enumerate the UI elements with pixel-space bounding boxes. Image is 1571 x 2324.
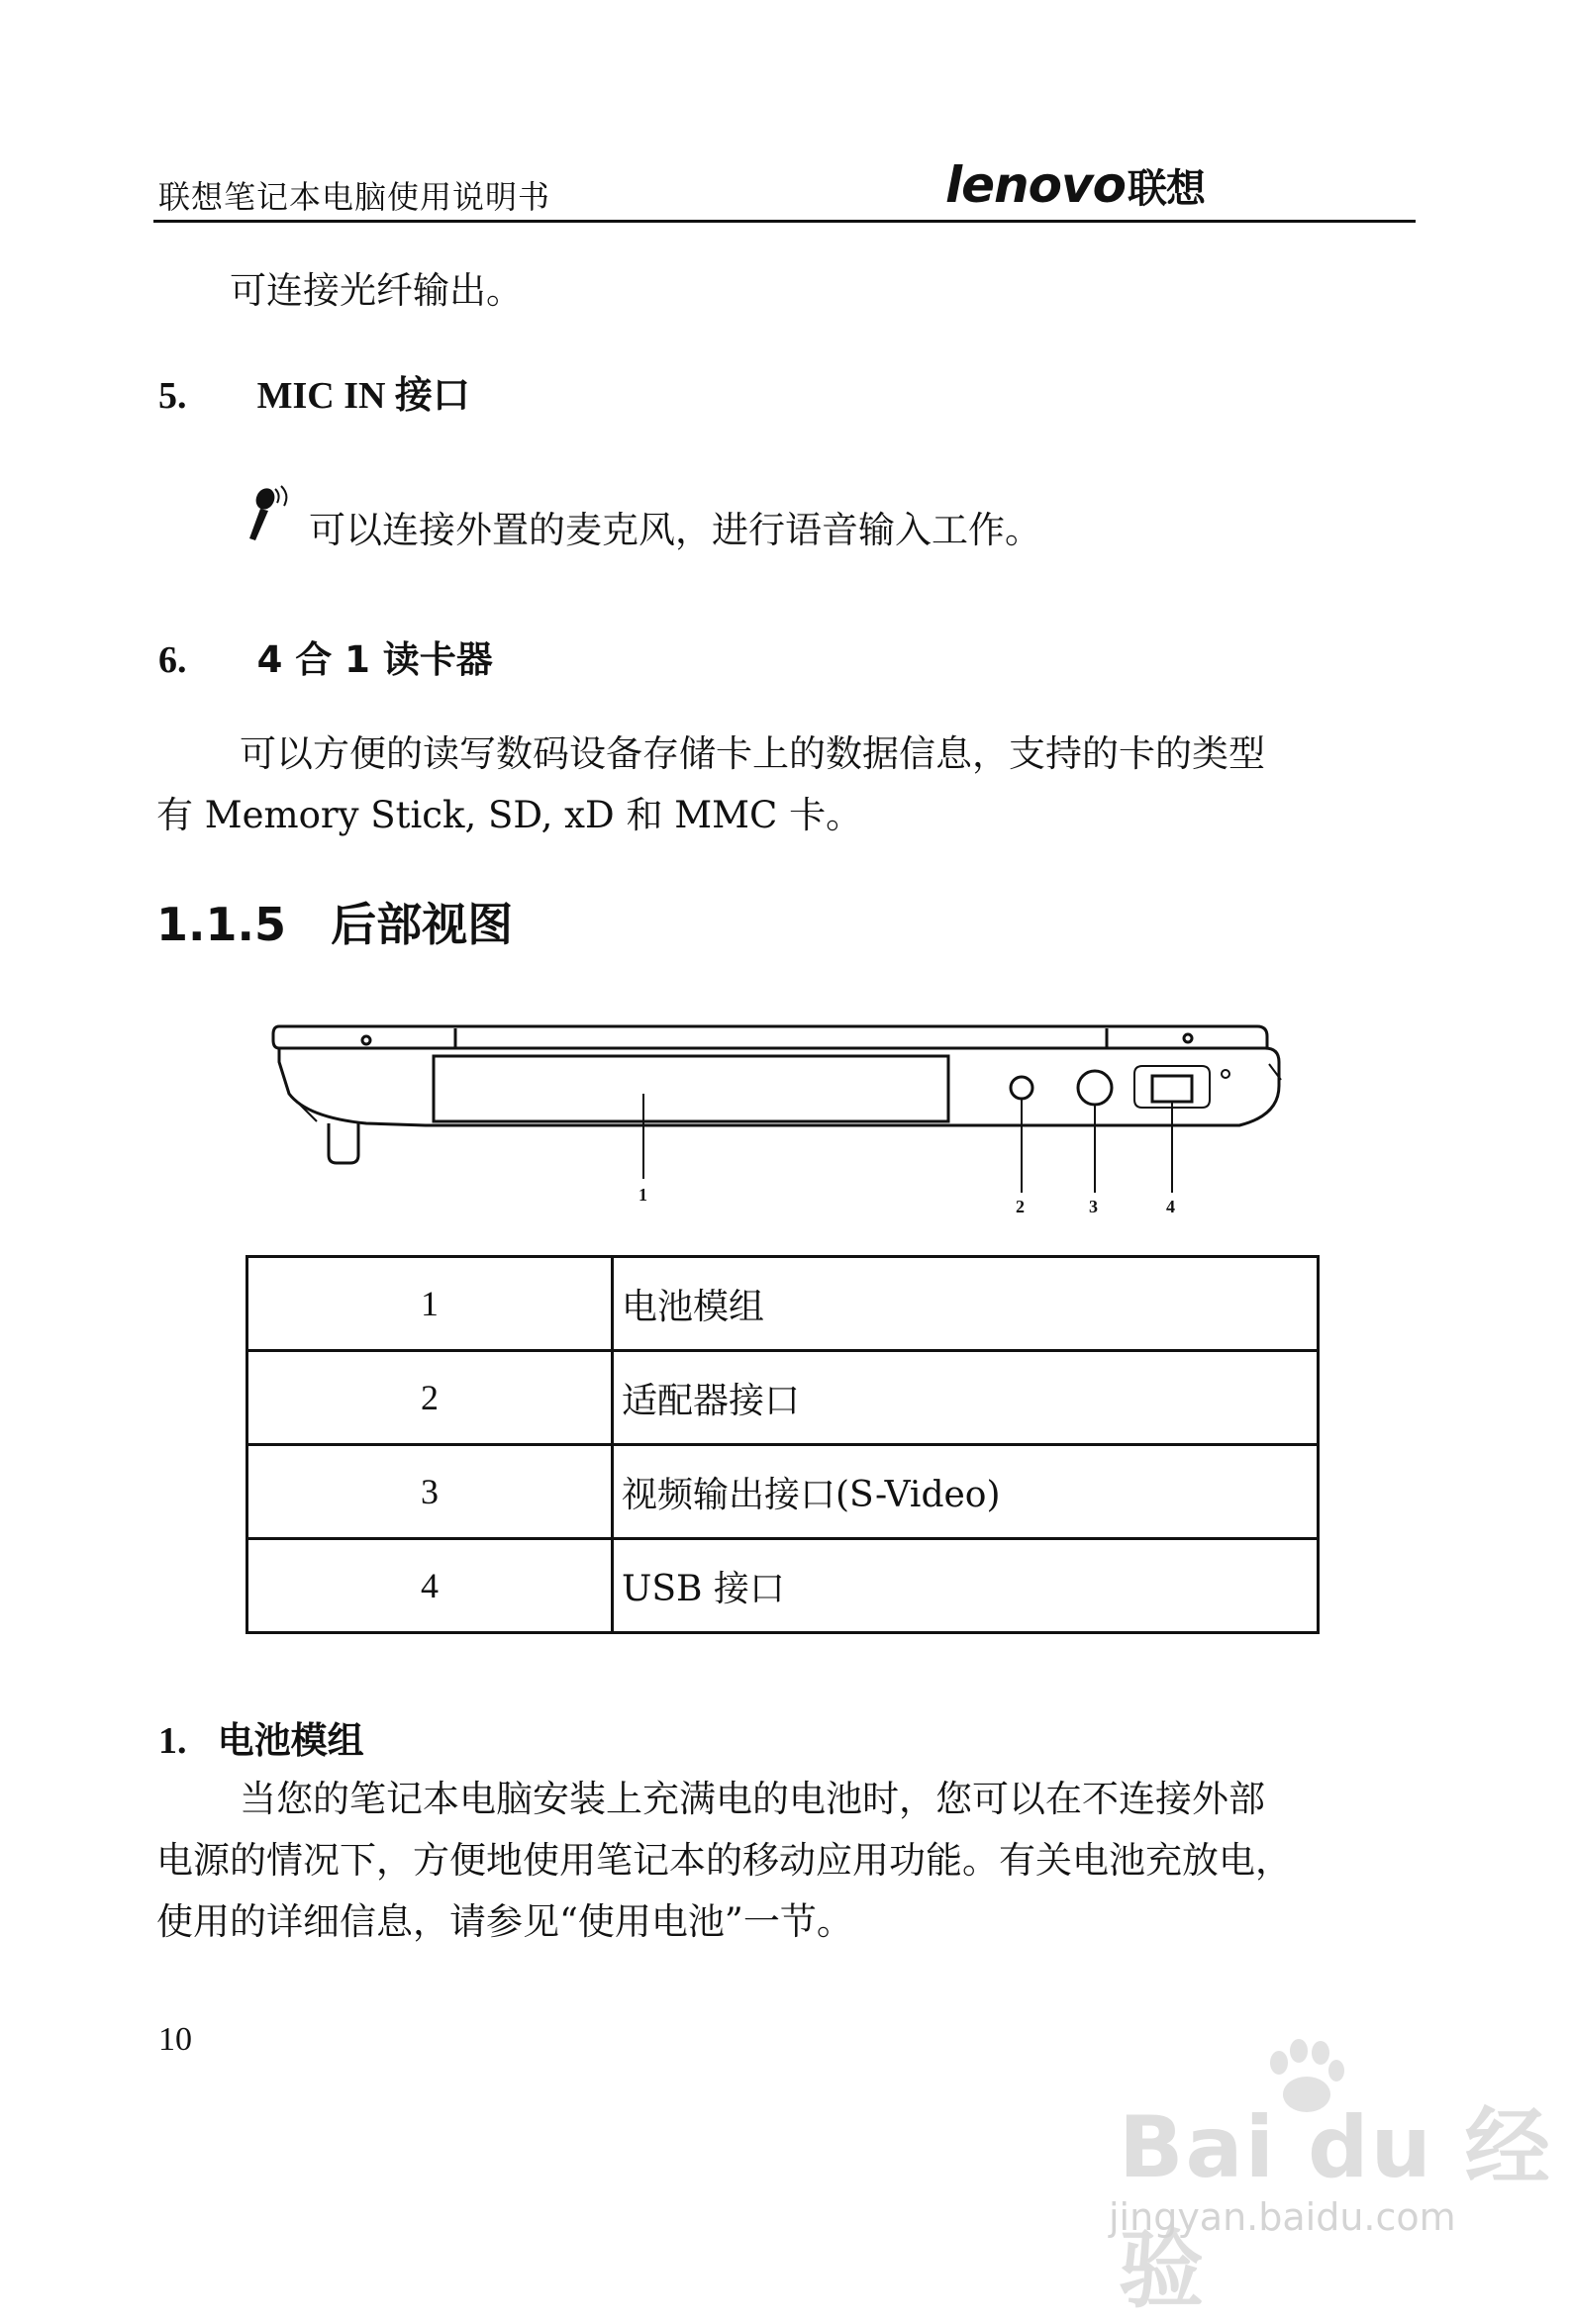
logo-latin: lenovo — [945, 156, 1126, 214]
microphone-icon — [242, 485, 289, 544]
battery-text-line1: 当您的笔记本电脑安装上充满电的电池时，您可以在不连接外部 — [240, 1778, 1265, 1820]
figure-label-4: 4 — [1166, 1197, 1175, 1212]
port-number: 3 — [247, 1445, 613, 1539]
intro-line: 可连接光纤输出。 — [230, 269, 523, 312]
port-number: 1 — [247, 1257, 613, 1351]
section-6-heading — [158, 629, 493, 683]
figure-label-3: 3 — [1089, 1197, 1098, 1212]
page-number: 10 — [158, 2021, 192, 2058]
watermark-url: jingyan.baidu.com — [1109, 2195, 1456, 2239]
rear-ports-table — [245, 1255, 1320, 1634]
section-6-number: 6. — [158, 639, 187, 681]
table-row — [247, 1257, 1319, 1351]
port-number: 4 — [247, 1539, 613, 1633]
port-description: 电池模组 — [613, 1257, 1319, 1351]
port-description: 视频输出接口(S-Video) — [613, 1445, 1319, 1539]
section-5-heading — [158, 364, 470, 419]
battery-text-line2: 电源的情况下，方便地使用笔记本的移动应用功能。有关电池充放电， — [156, 1839, 1292, 1882]
section-6-title: 4 合 1 读卡器 — [256, 638, 493, 681]
figure-label-1: 1 — [638, 1185, 647, 1205]
table-row — [247, 1539, 1319, 1633]
section-1-1-5-title: 后部视图 — [331, 898, 514, 951]
battery-title: 电池模组 — [217, 1719, 364, 1762]
battery-text-line3: 使用的详细信息，请参见“使用电池”一节。 — [156, 1900, 853, 1943]
laptop-rear-view-figure — [267, 1015, 1297, 1212]
baidu-jingyan-watermark: Bai du 经验 — [1119, 2098, 1552, 2320]
section-5-title: MIC IN 接口 — [256, 375, 470, 417]
port-description: 适配器接口 — [613, 1351, 1319, 1445]
figure-label-2: 2 — [1016, 1197, 1025, 1212]
document-header-title: 联想笔记本电脑使用说明书 — [158, 178, 551, 216]
battery-number: 1. — [158, 1720, 187, 1762]
section-1-1-5-number: 1.1.5 — [156, 898, 286, 951]
section-1-1-5-heading — [156, 889, 513, 954]
section-5-text: 可以连接外置的麦克风，进行语音输入工作。 — [309, 509, 1041, 551]
header-divider — [153, 220, 1416, 223]
battery-heading — [158, 1710, 364, 1764]
port-number: 2 — [247, 1351, 613, 1445]
lenovo-logo — [945, 156, 1205, 214]
section-6-text-line2: 有 Memory Stick, SD, xD 和 MMC 卡。 — [156, 794, 863, 836]
section-6-text-line1: 可以方便的读写数码设备存储卡上的数据信息，支持的卡的类型 — [240, 732, 1265, 775]
table-row — [247, 1445, 1319, 1539]
logo-cn: 联想 — [1127, 166, 1205, 212]
section-5-number: 5. — [158, 375, 187, 417]
table-row — [247, 1351, 1319, 1445]
port-description: USB 接口 — [613, 1539, 1319, 1633]
